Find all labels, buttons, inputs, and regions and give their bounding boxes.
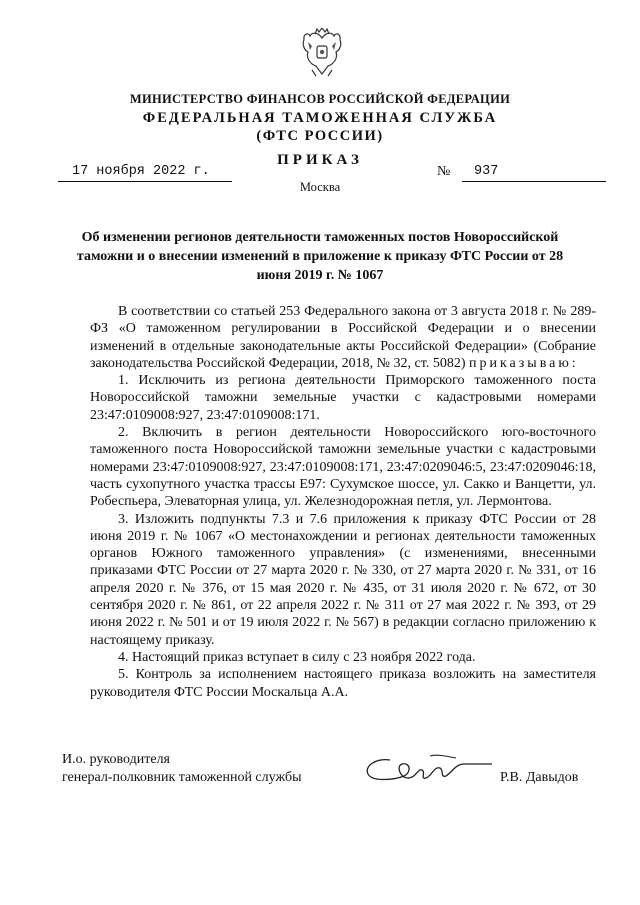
intro-paragraph: [90, 303, 596, 372]
ministry-name: МИНИСТЕРСТВО ФИНАНСОВ РОССИЙСКОЙ ФЕДЕРАЦИИ: [129, 92, 511, 106]
service-abbreviation: (ФТС РОССИИ): [256, 128, 384, 144]
handwritten-signature-icon: [360, 752, 500, 786]
order-date: 17 ноября 2022 г.: [58, 163, 232, 182]
city: Москва: [299, 180, 341, 194]
signer-position-line2: генерал-полковник таможенной службы: [62, 770, 302, 785]
double-headed-eagle-emblem-icon: [300, 28, 344, 80]
order-number: 937: [462, 163, 606, 182]
list-item: 2. Включить в регион деятельности Новороссийского юго-восточного таможенного поста Новороссийской таможни земельные участки с кадастровыми номерами 23:47:0109008:927, 23:47:0109008:171, 23:47:0209046:5, 23:47:0209046:18, часть сухопутного участка трассы Е97: Сухумское шоссе, ул. Сакко и Ванцетти, ул. Робеспьера, Элеваторная улица, ул. Железнодорожная петля, ул. Лермонтова.: [90, 425, 596, 510]
list-item: 1. Исключить из региона деятельности Приморского таможенного поста Новороссийской таможни земельные участки с кадастровыми номерами 23:47:0109008:927, 23:47:0109008:171.: [90, 373, 596, 423]
signer-position-line1: И.о. руководителя: [62, 752, 171, 767]
document-type: ПРИКАЗ: [277, 152, 363, 168]
order-word: приказываю:: [468, 355, 579, 371]
list-item: 5. Контроль за исполнением настоящего приказа возложить на заместителя руководителя ФТС России Москальца А.А.: [90, 667, 596, 700]
service-name: ФЕДЕРАЛЬНАЯ ТАМОЖЕННАЯ СЛУЖБА: [142, 110, 498, 126]
signer-name: Р.В. Давыдов: [500, 770, 579, 785]
signer-position: [62, 751, 301, 787]
list-item: 3. Изложить подпункты 7.3 и 7.6 приложения к приказу ФТС России от 28 июня 2019 г. № 1067 «О местонахождении и регионах деятельности таможенных органов Южного таможенного управления» (с изменениями, внесенными приказами ФТС России от 27 марта 2020 г. № 330, от 27 марта 2020 г. № 331, от 16 апреля 2020 г. № 376, от 15 мая 2020 г. № 435, от 31 июля 2020 г. № 672, от 30 сентября 2020 г. № 861, от 22 апреля 2022 г. № 311 от 27 мая 2022 г. № 393, от 29 июня 2022 г. № 501 и от 19 июля 2022 г. № 567) в редакции согласно приложению к настоящему приказу.: [90, 511, 596, 648]
document-title: Об изменении регионов деятельности таможенных постов Новороссийской таможни и о внесении изменений в приложение к приказу ФТС России от 28 июня 2019 г. № 1067: [76, 230, 564, 283]
list-item: 4. Настоящий приказ вступает в силу с 23 ноября 2022 года.: [118, 649, 476, 665]
intro-text: В соответствии со статьей 253 Федерального закона от 3 августа 2018 г. № 289-ФЗ «О таможенном регулировании в Российской Федерации и о внесении изменений в отдельные законодательные акты Российской Федерации» (Собрание законодательства Российской Федерации, 2018, № 32, ст. 5082): [90, 304, 596, 371]
document-body: [90, 303, 596, 701]
number-sign: №: [437, 164, 451, 179]
